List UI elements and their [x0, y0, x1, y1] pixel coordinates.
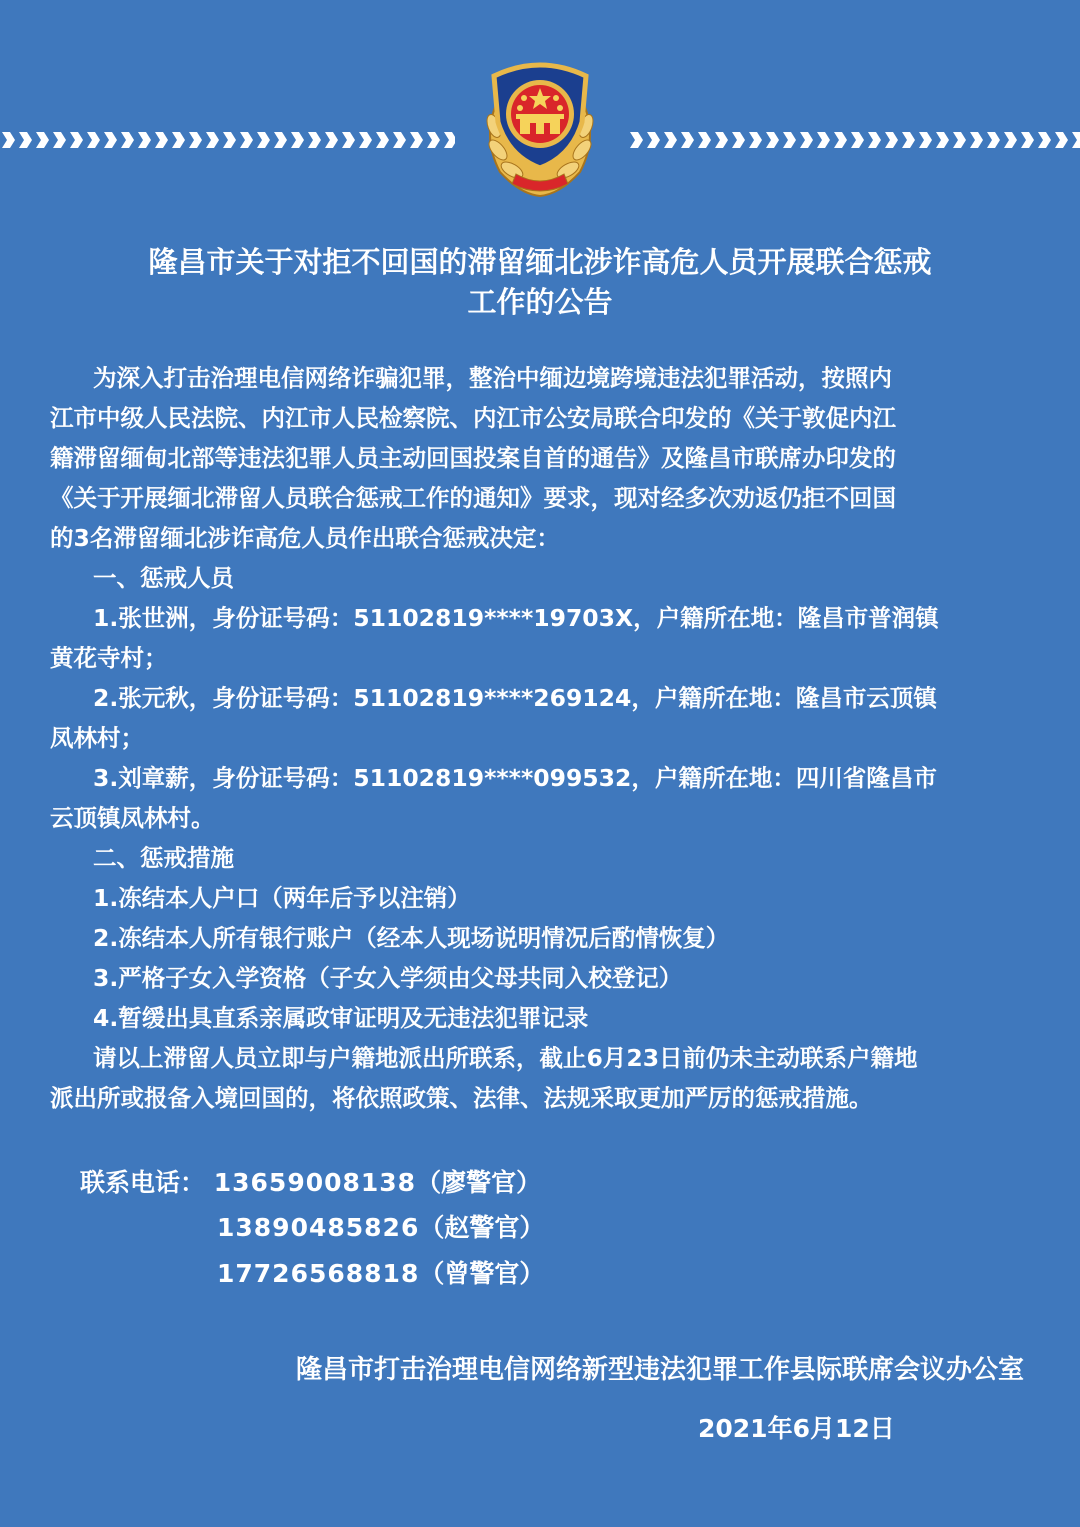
body-line: 的3名滞留缅北涉诈高危人员作出联合惩戒决定： [50, 524, 560, 552]
contact-officer: （赵警官） [419, 1213, 545, 1242]
police-badge-icon [472, 56, 608, 202]
notice-body [50, 358, 1035, 1118]
person-item-cont: 云顶镇凤林村。 [50, 804, 215, 832]
contact-phone: 13659008138 [213, 1168, 417, 1197]
issue-date: 2021年6月12日 [698, 1414, 895, 1443]
issuer-name: 隆昌市打击治理电信网络新型违法犯罪工作县际联席会议办公室 [295, 1355, 1024, 1385]
section-heading-persons: 一、惩戒人员 [93, 564, 234, 592]
measure-item: 1.冻结本人户口（两年后予以注销） [93, 884, 471, 912]
contact-row [80, 1160, 541, 1206]
contact-phone: 13890485826 [217, 1213, 420, 1242]
contact-row [217, 1251, 544, 1297]
decorative-band-left [0, 127, 455, 153]
body-line: 江市中级人民法院、内江市人民检察院、内江市公安局联合印发的《关于敦促内江 [50, 404, 896, 432]
body-line: 《关于开展缅北滞留人员联合惩戒工作的通知》要求，现对经多次劝返仍拒不回国 [50, 484, 896, 512]
person-item-cont: 凤林村； [50, 724, 144, 752]
contact-row [217, 1205, 544, 1251]
body-line: 为深入打击治理电信网络诈骗犯罪，整治中缅边境跨境违法犯罪活动，按照内 [93, 364, 892, 392]
measure-item: 3.严格子女入学资格（子女入学须由父母共同入校登记） [93, 964, 683, 992]
notice-title-line-2: 工作的公告 [467, 285, 613, 319]
contact-label: 联系电话： [80, 1168, 206, 1197]
contact-officer: （曾警官） [419, 1259, 545, 1288]
contact-officer: （廖警官） [416, 1168, 542, 1197]
measure-item: 2.冻结本人所有银行账户（经本人现场说明情况后酌情恢复） [93, 924, 730, 952]
notice-title-line-1: 隆昌市关于对拒不回国的滞留缅北涉诈高危人员开展联合惩戒 [148, 245, 932, 279]
contact-phone: 17726568818 [217, 1259, 420, 1288]
person-item: 2.张元秋，身份证号码：51102819****269124，户籍所在地：隆昌市云顶镇 [93, 684, 937, 712]
person-item: 1.张世洲，身份证号码：51102819****19703X，户籍所在地：隆昌市普润镇 [93, 604, 939, 632]
closing-line: 请以上滞留人员立即与户籍地派出所联系，截止6月23日前仍未主动联系户籍地 [93, 1044, 918, 1072]
measure-item: 4.暂缓出具直系亲属政审证明及无违法犯罪记录 [93, 1004, 589, 1032]
person-item: 3.刘章薪，身份证号码：51102819****099532，户籍所在地：四川省隆昌市 [93, 764, 937, 792]
chevron-stripe-icon [0, 127, 455, 153]
section-heading-measures: 二、惩戒措施 [93, 844, 234, 872]
closing-line: 派出所或报备入境回国的，将依照政策、法律、法规采取更加严厉的惩戒措施。 [50, 1084, 873, 1112]
chevron-stripe-icon [628, 127, 1080, 153]
person-item-cont: 黄花寺村； [50, 644, 168, 672]
body-line: 籍滞留缅甸北部等违法犯罪人员主动回国投案自首的通告》及隆昌市联席办印发的 [50, 444, 896, 472]
decorative-band-right [628, 127, 1080, 153]
